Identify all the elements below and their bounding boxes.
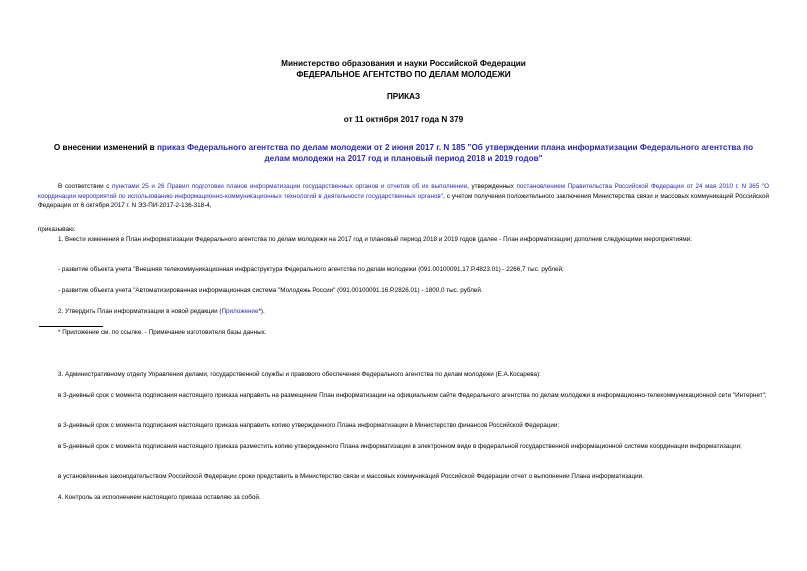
header-agency: ФЕДЕРАЛЬНОЕ АГЕНТСТВО ПО ДЕЛАМ МОЛОДЕЖИ	[296, 70, 511, 79]
footnote: * Приложение см. по ссылке. - Примечание изготовителя базы данных.	[58, 329, 267, 336]
item-3: 3. Административному отделу Управления делами, государственной службы и правового обеспечения Федерального агентства по делам молодежи (Е.А.Косарева):	[58, 371, 541, 378]
doc-date-number: от 11 октября 2017 года N 379	[343, 115, 464, 124]
orders-line: приказываю:	[38, 226, 76, 233]
item-1: 1. Внести изменения в План информатизации Федерального агентства по делам молодежи на 2017 год и плановый период 2018 и 2019 годов (далее - План информатизации) дополнив следующими мероприятиями:	[58, 236, 693, 243]
bullet-2: - развитие объекта учета "Автоматизированная информационная система "Молодежь России" (091.00100091.16.Р.2826.01) - 1800,0 тыс. рублей.	[58, 287, 483, 294]
item-3-sub-3: в 5-дневный срок с момента подписания настоящего приказа разместить копию утвержденного Плана информатизации в электронном виде в федеральной государственной информационной системе координации информатизации;	[58, 443, 742, 450]
preamble-text-1: В соответствии с	[58, 183, 113, 190]
title-prefix: О внесении изменений в	[53, 143, 157, 152]
preamble-paragraph	[38, 182, 769, 211]
preamble-text-2: , утвержденных	[467, 183, 517, 190]
item-3-sub-1: в 3-дневный срок с момента подписания настоящего приказа направить на размещение План информатизации на официальном сайте Федерального агентства по делам молодежи в информационно-телекоммуникационной сети "Интернет";	[58, 392, 767, 399]
footnote-divider	[39, 326, 103, 327]
item-4: 4. Контроль за исполнением настоящего приказа оставляю за собой.	[58, 494, 261, 501]
preamble-text-3: , с учетом получения положительного заключения Министерства связи и массовых коммуникаций Российской Федерации от 6 октября 2017 г. N ЭЗ-ПИ-2017-2-136-318-4,	[38, 192, 770, 209]
header-ministry: Министерство образования и науки Российской Федерации	[281, 59, 526, 68]
item-3-sub-2: в 3-дневный срок с момента подписания настоящего приказа направить копию утвержденного Плана информатизации в Министерство финансов Российской Федерации;	[58, 422, 560, 429]
document-title	[40, 142, 767, 164]
item-2-text: 2. Утвердить План информатизации в новой редакции (	[58, 308, 222, 315]
title-link[interactable]: приказ Федерального агентства по делам молодежи от 2 июня 2017 г. N 185 "Об утверждении плана информатизации Федерального агентства по делам молодежи на 2017 год и плановый период 2018 и 2019 годов"	[156, 143, 754, 163]
item-3-sub-4: в установленные законодательством Российской Федерации сроки представить в Министерство связи и массовых коммуникаций Российской Федерации отчет о выполнении Плана информатизации.	[58, 473, 644, 480]
item-2-end: *).	[258, 308, 265, 315]
item-2	[38, 307, 769, 317]
doc-type: ПРИКАЗ	[386, 92, 421, 101]
bullet-1: - развитие объекта учета "Внешняя телекоммуникационная инфраструктура Федерального агентства по делам молодежи (091.00100091.17.Р.4823.01) - 2266,7 тыс. рублей;	[58, 266, 564, 273]
appendix-link[interactable]: Приложение	[221, 308, 259, 315]
preamble-link-rules[interactable]: пунктами 25 и 26 Правил подготовки планов информатизации государственных органов и отчетов об их выполнении	[112, 183, 468, 190]
preamble-link-resolution[interactable]: постановлением Правительства Российской Федерации от 24 мая 2010 г. N 365 "О координации мероприятий по использованию информационно-коммуникационных технологий в деятельности государственных органов"	[38, 183, 769, 200]
